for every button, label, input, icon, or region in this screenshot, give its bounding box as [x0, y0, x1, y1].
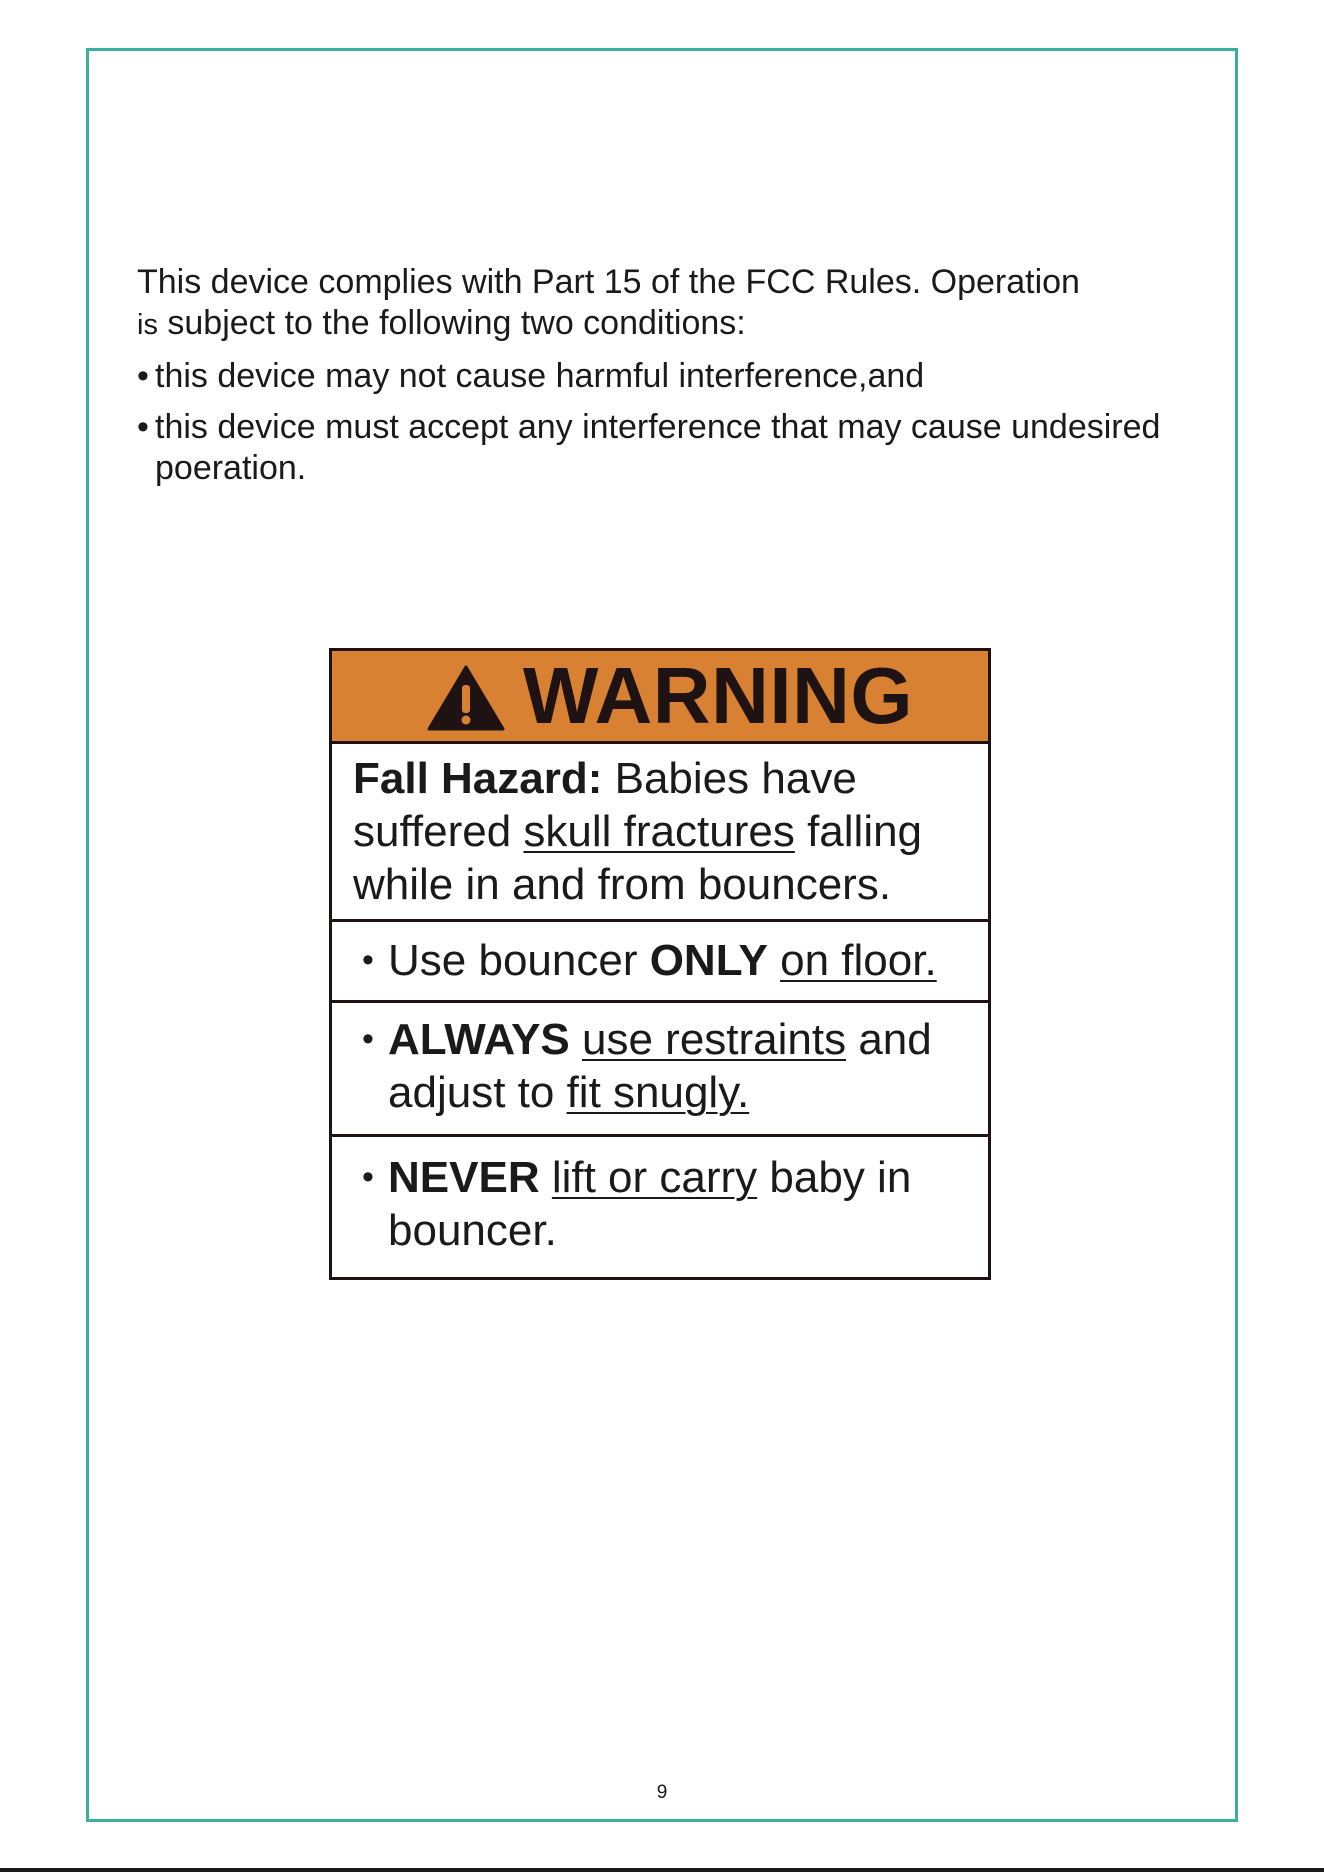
- bullet-floor: [332, 922, 988, 1003]
- bullet-restraints-text: and adjust to: [388, 1015, 932, 1117]
- warning-title: WARNING: [522, 651, 914, 740]
- fcc-condition-2-text: this device must accept any interference that may cause undesired poeration.: [155, 408, 1161, 487]
- fcc-statement: [137, 262, 1197, 489]
- fall-hazard-label: Fall Hazard:: [353, 754, 603, 803]
- only-emphasis: ONLY: [649, 936, 768, 985]
- fcc-condition-1: [137, 356, 1197, 397]
- bullet-restraints: [332, 1003, 988, 1137]
- fall-hazard-text: Babies have suffered: [353, 754, 857, 856]
- never-emphasis: NEVER: [388, 1153, 540, 1202]
- use-restraints-text: use restraints: [582, 1015, 847, 1064]
- lift-or-carry-text: lift or carry: [551, 1153, 758, 1202]
- bullet-restraints-space: [570, 1015, 582, 1064]
- bullet-floor-space: [768, 936, 780, 985]
- fall-hazard-section: [332, 744, 988, 922]
- fit-snugly-text: fit snugly: [566, 1068, 737, 1117]
- bullet-icon: •: [362, 1158, 374, 1196]
- bullet-icon: •: [137, 408, 149, 446]
- bullet-floor-text: Use bouncer: [388, 936, 650, 985]
- warning-triangle-icon: [427, 665, 505, 731]
- always-emphasis: ALWAYS: [388, 1015, 570, 1064]
- warning-header: [332, 651, 988, 744]
- warning-label: [329, 648, 991, 1280]
- on-floor-text: on floor: [780, 936, 925, 985]
- fcc-line-1: This device complies with Part 15 of the FCC Rules. Operation: [137, 263, 1080, 301]
- bullet-icon: •: [137, 357, 149, 395]
- bullet-never-carry: [332, 1137, 988, 1277]
- skull-fractures-text: skull fractures: [523, 807, 795, 856]
- bullet-floor-period: .: [924, 936, 937, 985]
- fcc-condition-1-text: this device may not cause harmful interference,and: [155, 357, 925, 395]
- fall-hazard-text-end: falling while in and from bouncers.: [353, 807, 923, 909]
- bullet-icon: •: [362, 1020, 374, 1058]
- fcc-line-2-is: is: [137, 309, 158, 341]
- bullet-icon: •: [362, 941, 374, 979]
- fcc-line-2: [137, 303, 1197, 346]
- fcc-line-2-rest: subject to the following two conditions:: [157, 304, 746, 342]
- bottom-edge: [0, 1868, 1324, 1872]
- bullet-never-space: [540, 1153, 552, 1202]
- bullet-restraints-period: .: [736, 1068, 750, 1117]
- page-number: 9: [656, 1782, 668, 1803]
- bullet-never-text: baby in bouncer.: [388, 1153, 912, 1255]
- fcc-condition-2: [137, 407, 1197, 489]
